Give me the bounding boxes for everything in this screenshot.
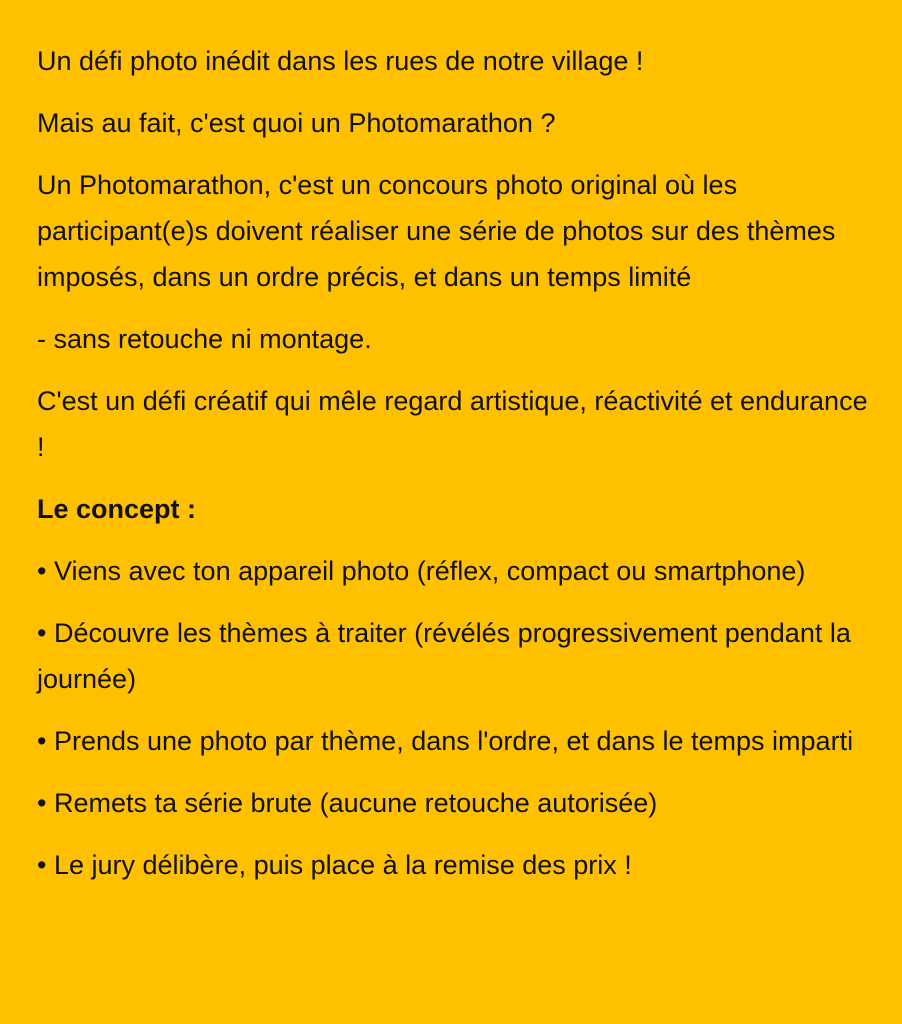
intro-definition: Un Photomarathon, c'est un concours photo original où les participant(e)s doivent réaliser une série de photos sur des thèmes imposés, dans un ordre précis, et dans un temps limité <box>37 170 836 292</box>
concept-heading: Le concept : <box>37 494 197 524</box>
concept-item-text: Prends une photo par thème, dans l'ordre, et dans le temps imparti <box>53 726 854 756</box>
bullet-icon: • <box>37 788 47 818</box>
concept-list-item <box>37 548 882 594</box>
bullet-icon: • <box>37 850 47 880</box>
intro-challenge: C'est un défi créatif qui mêle regard artistique, réactivité et endurance ! <box>37 386 868 462</box>
concept-item-text: Remets ta série brute (aucune retouche autorisée) <box>53 788 658 818</box>
intro-question: Mais au fait, c'est quoi un Photomarathon ? <box>37 108 556 138</box>
bullet-icon: • <box>37 618 47 648</box>
intro-line: Un défi photo inédit dans les rues de notre village ! <box>37 46 644 76</box>
concept-item-text: Découvre les thèmes à traiter (révélés progressivement pendant la journée) <box>37 618 851 694</box>
concept-item-text: Viens avec ton appareil photo (réflex, compact ou smartphone) <box>53 556 806 586</box>
concept-list-item <box>37 610 882 702</box>
concept-list-item <box>37 842 882 888</box>
bullet-icon: • <box>37 556 47 586</box>
concept-list-item <box>37 718 882 764</box>
bullet-icon: • <box>37 726 47 756</box>
intro-no-edit: - sans retouche ni montage. <box>37 324 372 354</box>
concept-item-text: Le jury délibère, puis place à la remise des prix ! <box>53 850 632 880</box>
concept-list-item <box>37 780 882 826</box>
